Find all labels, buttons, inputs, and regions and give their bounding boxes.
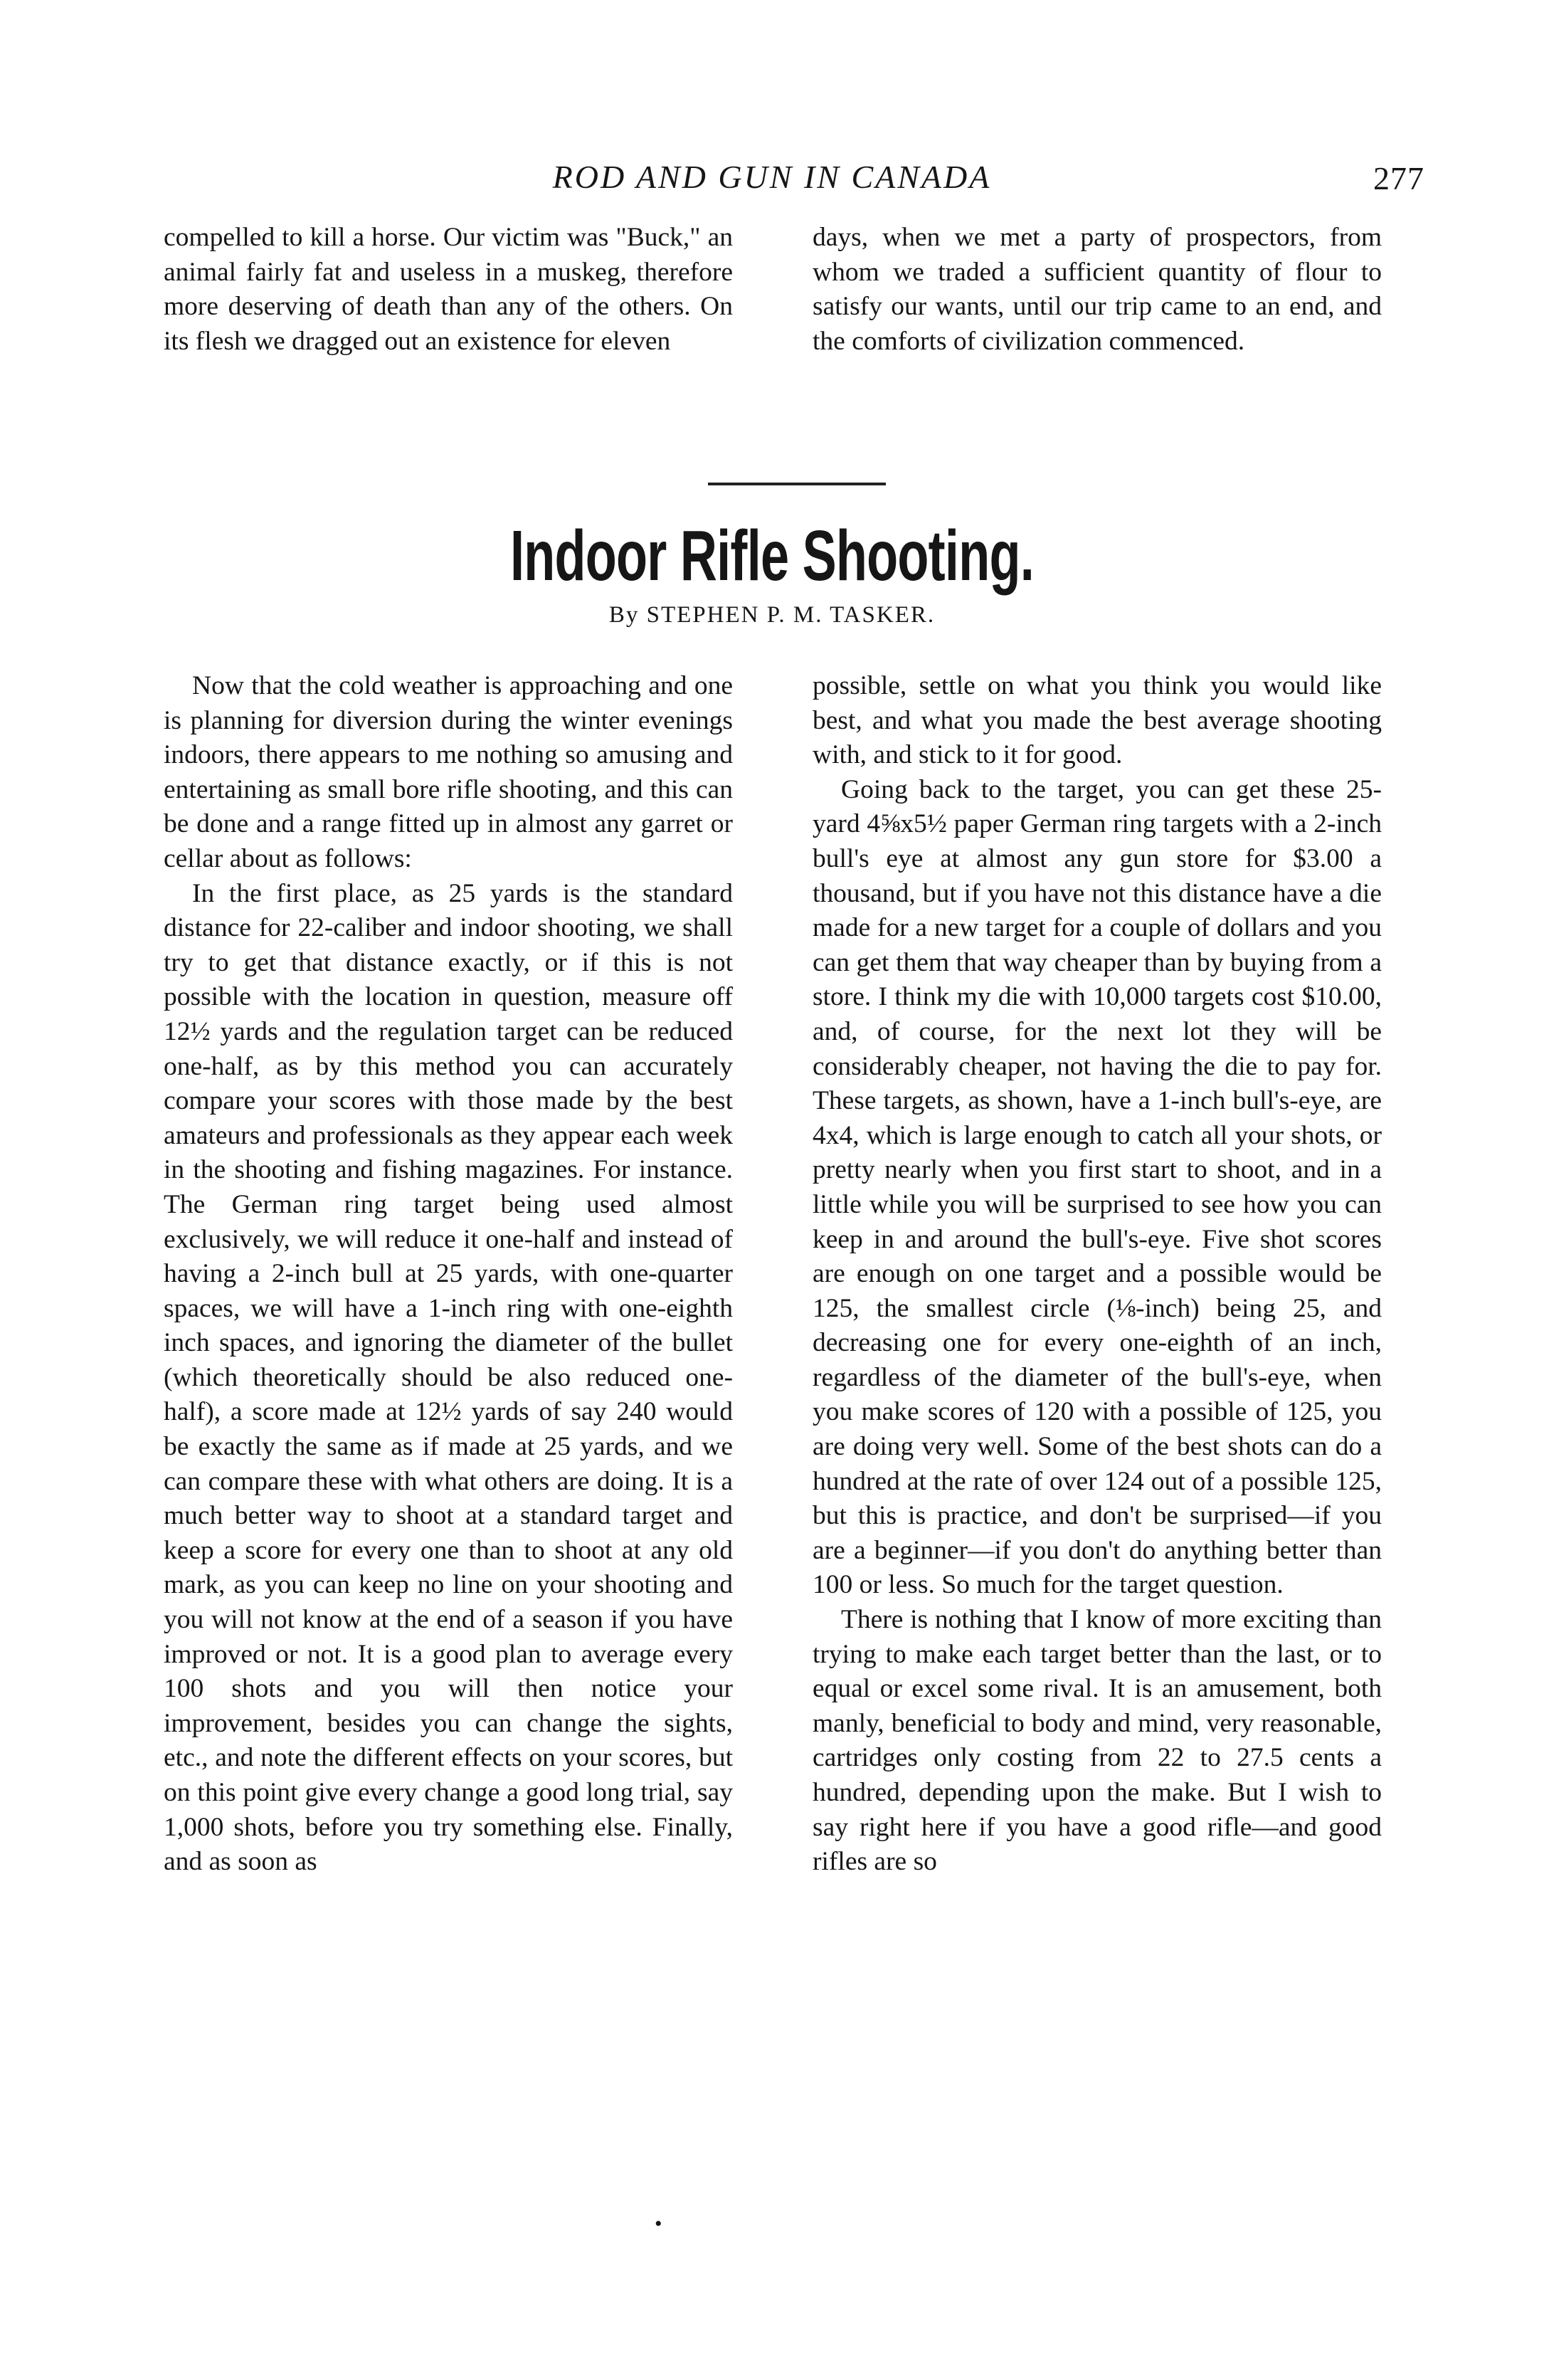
footer-mark: • — [655, 2212, 662, 2236]
paragraph: days, when we met a party of prospectors, from whom we traded a sufficient quantity of flour to satisfy our wants, until our trip came to an end, and the comforts of civilization commenced. — [813, 223, 1382, 356]
article-title: Indoor Rifle Shooting. — [509, 516, 1035, 596]
paragraph: Now that the cold weather is approaching and one is planning for diversion during the winter evenings indoors, there appears to me nothing so amusing and entertaining as small bore rifle shooting, and this can be done and a range fitted up in almost any garret or cellar about as follows: — [164, 671, 733, 873]
paragraph: possible, settle on what you think you would like best, and what you made the best average shooting with, and stick to it for good. — [813, 671, 1382, 770]
paragraph: compelled to kill a horse. Our victim was "Buck," an animal fairly fat and useless in a muskeg, therefore more deserving of death than any of the others. On its flesh we dragged out an existence for eleven — [164, 223, 733, 356]
paragraph: Going back to the target, you can get these 25-yard 4⅝x5½ paper German ring targets with a 2-inch bull's eye at almost any gun store for $3.00 a thousand, but if you have not this distance have a die made for a new target for a couple of dollars and you can get them that way cheaper than by buying from a store. I think my die with 10,000 targets cost $10.00, and, of course, for the next lot they will be considerably cheaper, not having the die to pay for. These targets, as shown, have a 1-inch bull's-eye, are 4x4, which is large enough to catch all your shots, or pretty nearly when you first start to shoot, and in a little while you will be surprised to see how you can keep in and around the bull's-eye. Five shot scores are enough on one target and a possible would be 125, the smallest circle (⅛-inch) being 25, and decreasing one for every one-eighth of an inch, regardless of the diameter of the bull's-eye, when you make scores of 120 with a possible of 125, you are doing very well. Some of the best shots can do a hundred at the rate of over 124 out of a possible 125, but this is practice, and don't be surprised—if you are a beginner—if you don't do anything better than 100 or less. So much for the target question. — [813, 774, 1382, 1600]
running-head — [0, 158, 1544, 208]
paragraph: There is nothing that I know of more exciting than trying to make each target better than the last, or to equal or excel some rival. It is an amusement, both manly, beneficial to body and mind, very reasonable, cartridges only costing from 22 to 27.5 cents a hundred, depending upon the make. But I wish to say right here if you have a good rifle—and good rifles are so — [813, 1605, 1382, 1877]
previous-article-left-column — [164, 221, 733, 359]
page-number: 277 — [1373, 160, 1424, 196]
journal-title: ROD AND GUN IN CANADA — [552, 159, 992, 195]
article-byline: By STEPHEN P. M. TASKER. — [608, 602, 936, 628]
section-divider — [708, 483, 886, 485]
article-left-column — [164, 669, 733, 1880]
paragraph: In the first place, as 25 yards is the standard distance for 22-caliber and indoor shooting, we shall try to get that distance exactly, or if this is not possible with the location in question, measure off 12½ yards and the regulation target can be reduced one-half, as by this method you can accurately compare your scores with those made by the best amateurs and professionals as they appear each week in the shooting and fishing magazines. For instance. The German ring target being used almost exclusively, we will reduce it one-half and instead of having a 2-inch bull at 25 yards, with one-quarter spaces, we will have a 1-inch ring with one-eighth inch spaces, and ignoring the diameter of the bullet (which theoretically should be also reduced one-half), a score made at 12½ yards of say 240 would be exactly the same as if made at 25 yards, and we can compare these with what others are doing. It is a much better way to shoot at a standard target and keep a score for every one than to shoot at any old mark, as you can keep no line on your shooting and you will not know at the end of a season if you have improved or not. It is a good plan to average every 100 shots and you will then notice your improvement, besides you can change the sights, etc., and note the different effects on your scores, but on this point give every change a good long trial, say 1,000 shots, before you try something else. Finally, and as soon as — [164, 878, 733, 1877]
article-right-column — [813, 669, 1382, 1880]
previous-article-right-column — [813, 221, 1382, 359]
